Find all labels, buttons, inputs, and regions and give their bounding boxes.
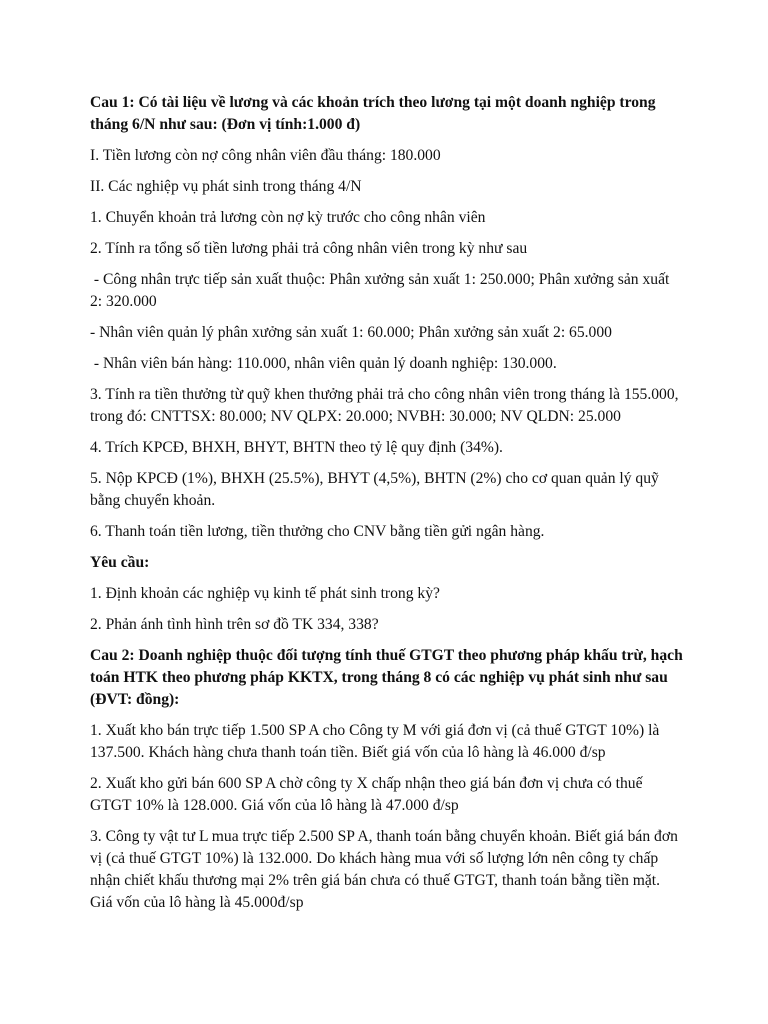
document-page bbox=[90, 92, 687, 923]
question-1-heading: Cau 1: Có tài liệu về lương và các khoản trích theo lương tại một doanh nghiệp trong tháng 6/N như sau: (Đơn vị tính:1.000 đ) bbox=[90, 94, 660, 133]
paragraph-item-2-workers: - Công nhân trực tiếp sản xuất thuộc: Phân xưởng sản xuất 1: 250.000; Phân xưởng sản xuất 2: 320.000 bbox=[90, 271, 674, 310]
paragraph-item-1: 1. Chuyển khoản trả lương còn nợ kỳ trước cho công nhân viên bbox=[90, 209, 486, 226]
paragraph-item-2: 2. Tính ra tổng số tiền lương phải trả công nhân viên trong kỳ như sau bbox=[90, 240, 528, 257]
paragraph-item-4: 4. Trích KPCĐ, BHXH, BHYT, BHTN theo tỷ lệ quy định (34%). bbox=[90, 439, 503, 456]
paragraph-transactions-heading: II. Các nghiệp vụ phát sinh trong tháng 4/N bbox=[90, 178, 362, 195]
requirement-2: 2. Phản ánh tình hình trên sơ đồ TK 334, 338? bbox=[90, 616, 379, 633]
paragraph-item-2-sales: - Nhân viên bán hàng: 110.000, nhân viên quản lý doanh nghiệp: 130.000. bbox=[90, 355, 557, 372]
paragraph-item-6: 6. Thanh toán tiền lương, tiền thưởng cho CNV bằng tiền gửi ngân hàng. bbox=[90, 523, 545, 540]
question-2-item-3: 3. Công ty vật tư L mua trực tiếp 2.500 SP A, thanh toán bằng chuyển khoản. Biết giá bán đơn vị (cả thuế GTGT 10%) là 132.000. Do khách hàng mua với số lượng lớn nên công ty chấp nhận chiết khấu thương mại 2% trên giá bán chưa có thuế GTGT, thanh toán bằng tiền mặt. Giá vốn của lô hàng là 45.000đ/sp bbox=[90, 828, 682, 911]
paragraph-item-3: 3. Tính ra tiền thưởng từ quỹ khen thưởng phải trả cho công nhân viên trong tháng là 155.000, trong đó: CNTTSX: 80.000; NV QLPX: 20.000; NVBH: 30.000; NV QLDN: 25.000 bbox=[90, 386, 683, 425]
requirement-1: 1. Định khoản các nghiệp vụ kinh tế phát sinh trong kỳ? bbox=[90, 585, 440, 602]
requirements-heading: Yêu cầu: bbox=[90, 554, 150, 571]
paragraph-opening-balance: I. Tiền lương còn nợ công nhân viên đầu tháng: 180.000 bbox=[90, 147, 441, 164]
paragraph-item-5: 5. Nộp KPCĐ (1%), BHXH (25.5%), BHYT (4,5%), BHTN (2%) cho cơ quan quản lý quỹ bằng chuyển khoản. bbox=[90, 470, 663, 509]
question-2-item-2: 2. Xuất kho gửi bán 600 SP A chờ công ty X chấp nhận theo giá bán đơn vị chưa có thuế GTGT 10% là 128.000. Giá vốn của lô hàng là 47.000 đ/sp bbox=[90, 775, 647, 814]
question-2-item-1: 1. Xuất kho bán trực tiếp 1.500 SP A cho Công ty M với giá đơn vị (cả thuế GTGT 10%) là 137.500. Khách hàng chưa thanh toán tiền. Biết giá vốn của lô hàng là 46.000 đ/sp bbox=[90, 722, 664, 761]
question-2-heading: Cau 2: Doanh nghiệp thuộc đối tượng tính thuế GTGT theo phương pháp khấu trừ, hạch toán HTK theo phương pháp KKTX, trong tháng 8 có các nghiệp vụ phát sinh như sau (ĐVT: đồng): bbox=[90, 647, 687, 708]
paragraph-item-2-managers: - Nhân viên quản lý phân xưởng sản xuất 1: 60.000; Phân xưởng sản xuất 2: 65.000 bbox=[90, 324, 612, 341]
